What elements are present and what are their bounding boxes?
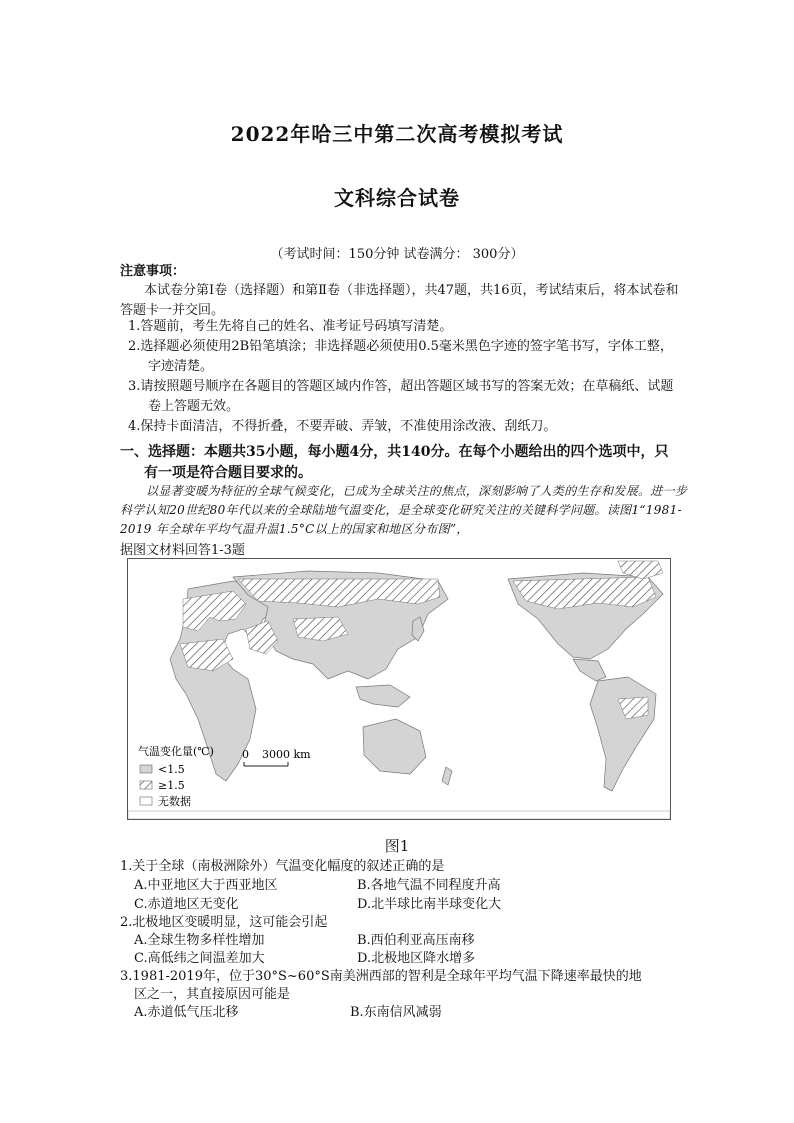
question-1-stem: 1.关于全球（南极洲除外）气温变化幅度的叙述正确的是 <box>120 859 445 874</box>
question-3-option-a: A.赤道低气压北移 <box>134 1005 239 1020</box>
map-scale-bar <box>242 748 311 766</box>
world-map <box>128 559 670 819</box>
map-legend <box>138 744 214 808</box>
notice-item: 1.答题前，考生先将自己的姓名、准考证号码填写清楚。 <box>128 319 453 334</box>
question-2-option-a: A.全球生物多样性增加 <box>134 933 265 948</box>
map-land-australia <box>363 719 426 774</box>
map-land-south-america <box>590 677 656 791</box>
legend-swatch-low <box>140 765 152 773</box>
question-1-option-d: D.北半球比南半球变化大 <box>357 897 502 912</box>
question-3-stem: 3.1981-2019年，位于30°S~60°S南美洲西部的智利是全球年平均气温下降速率最快的地 <box>120 969 642 984</box>
question-2-option-b: B.西伯利亚高压南移 <box>357 933 475 948</box>
scale-label: 3000 km <box>262 748 311 761</box>
exam-subtitle: 文科综合试卷 <box>334 186 460 210</box>
legend-label-low: <1.5 <box>158 763 185 776</box>
section-heading-line2: 有一项是符合题目要求的。 <box>144 465 312 481</box>
map-land-central-america <box>573 659 606 681</box>
question-1-option-c: C.赤道地区无变化 <box>134 897 239 912</box>
notice-list <box>120 317 685 437</box>
question-2-stem: 2.北极地区变暖明显，这可能会引起 <box>120 915 328 930</box>
question-2-option-c: C.高低纬之间温差加大 <box>134 951 265 966</box>
notice-heading: 注意事项： <box>120 264 186 279</box>
section-heading-line1: 一、选择题：本题共35小题，每小题4分，共140分。在每个小题给出的四个选项中，只 <box>120 444 669 460</box>
map-land-se-asia <box>356 685 410 707</box>
legend-label-high: ≥1.5 <box>158 779 185 792</box>
exam-title: 2022年哈三中第二次高考模拟考试 <box>230 122 564 146</box>
notice-item: 2.选择题必须使用2B铅笔填涂；非选择题必须使用0.5毫米黑色字迹的签字笔书写，字体工整，字迹清楚。 <box>128 339 673 374</box>
notice-item: 3.请按照题号顺序在各题目的答题区域内作答，超出答题区域书写的答案无效；在草稿纸、试题卷上答题无效。 <box>128 379 674 414</box>
notice-item: 4.保持卡面清洁，不得折叠，不要弄破、弄皱，不准使用涂改液、刮纸刀。 <box>128 419 557 434</box>
legend-swatch-high <box>140 781 152 789</box>
section-heading <box>120 442 690 484</box>
figure-caption: 图1 <box>384 837 410 855</box>
legend-title: 气温变化量(℃) <box>138 745 214 758</box>
passage-instruction: 据图文材料回答1-3题 <box>120 543 245 558</box>
question-1-option-b: B.各地气温不同程度升高 <box>357 878 501 893</box>
notice-intro: 本试卷分第Ⅰ卷（选择题）和第Ⅱ卷（非选择题），共47题，共16页，考试结束后，将本试卷和答题卡一并交回。 <box>120 283 679 318</box>
legend-label-nodata: 无数据 <box>158 795 191 808</box>
question-2-option-d: D.北极地区降水增多 <box>357 951 476 966</box>
exam-info: （考试时间：150分钟 试卷满分： 300分） <box>270 247 524 262</box>
legend-swatch-nodata <box>140 797 152 805</box>
question-3-option-b: B.东南信风减弱 <box>350 1005 442 1020</box>
map-land-antarctica <box>128 811 670 819</box>
reading-passage: 以显著变暖为特征的全球气候变化，已成为全球关注的焦点，深刻影响了人类的生存和发展。进一步科学认知20世纪80年代以来的全球陆地气温变化，是全球变化研究关注的关键科学问题。读图1“1981-2019 年全球年平均气温升温1.5°C以上的国家和地区分布图”， <box>120 484 688 536</box>
world-map-figure <box>127 558 671 820</box>
question-3-stem-cont: 区之一，其直接原因可能是 <box>134 987 291 1002</box>
question-1-option-a: A.中亚地区大于西亚地区 <box>134 878 278 893</box>
scale-zero: 0 <box>242 748 249 761</box>
map-land-nz <box>442 767 452 785</box>
